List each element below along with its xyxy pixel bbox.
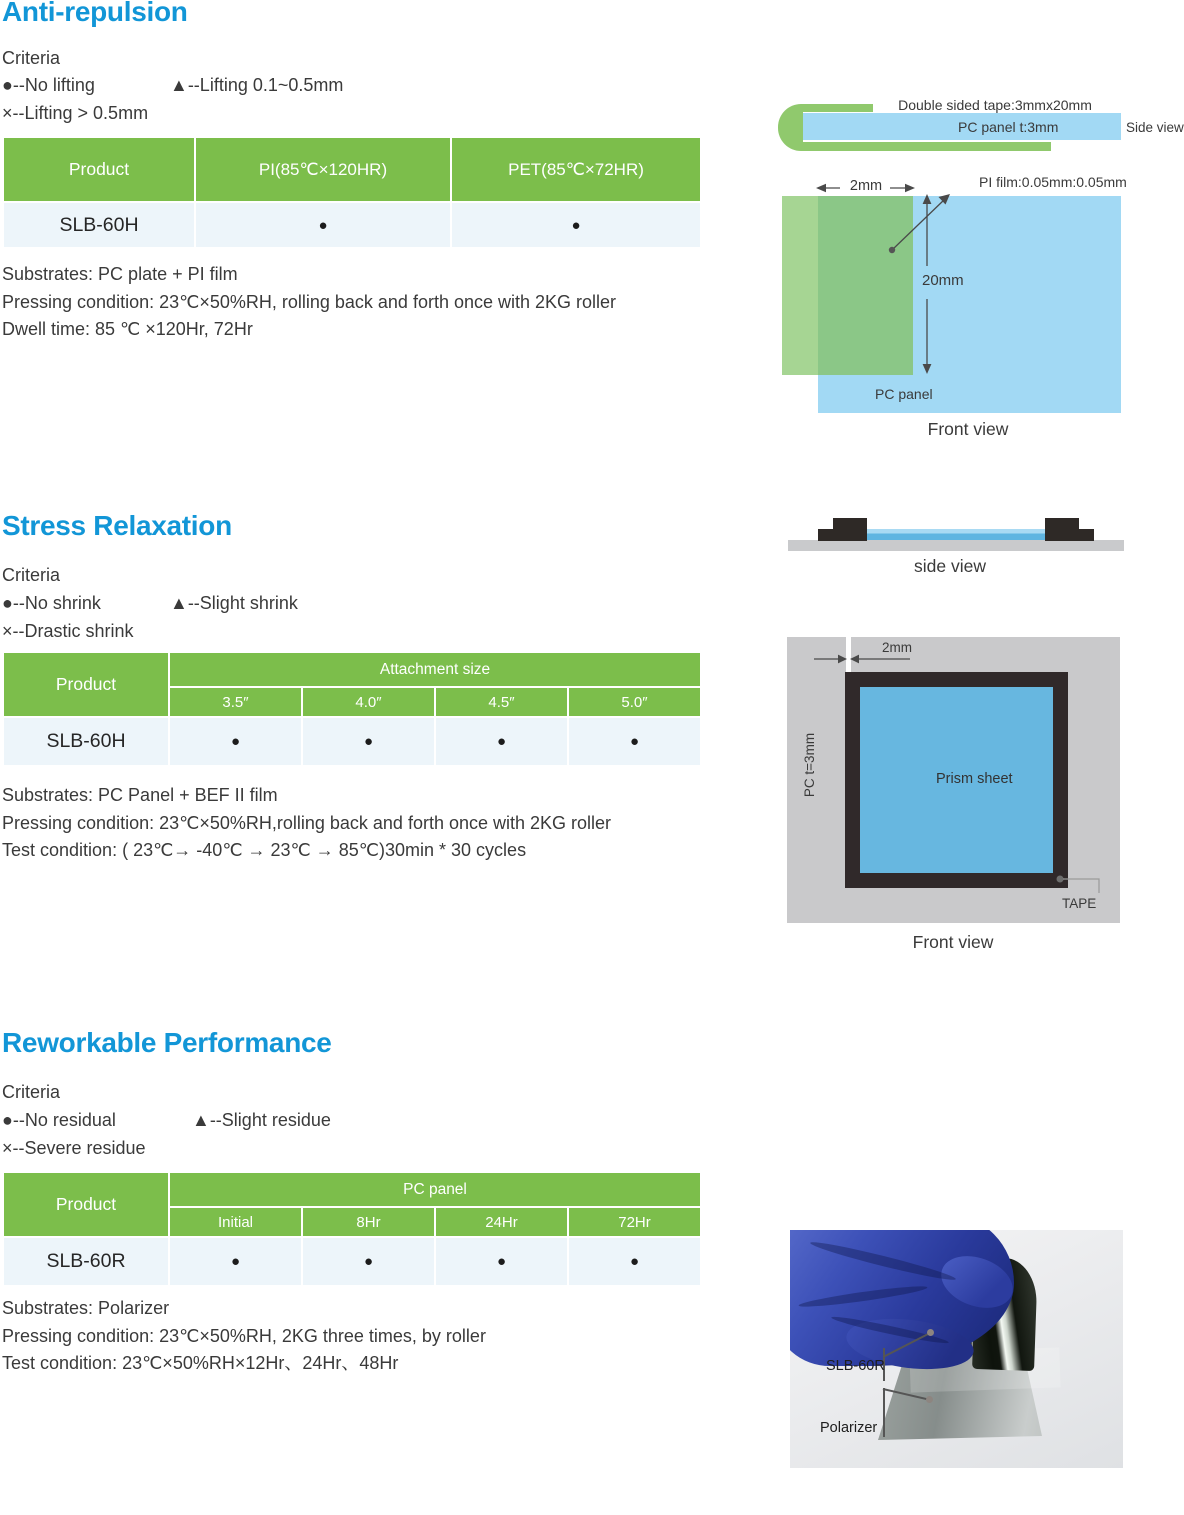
criteria-item-triangle: ▲--Lifting 0.1~0.5mm: [170, 75, 344, 95]
tape-dimension-label: Double sided tape:3mmx20mm: [898, 97, 1092, 113]
film-strip-label: SLB-60R: [826, 1358, 885, 1374]
note-substrates: Substrates: PC Panel + BEF II film: [2, 785, 278, 805]
criteria-item-dot: ●--No residual: [2, 1110, 116, 1130]
reworkability-photo: [790, 1230, 1123, 1468]
note-pressing: Pressing condition: 23℃×50%RH, rolling back and forth once with 2KG roller: [2, 291, 617, 312]
front-view-caption: Front view: [912, 932, 994, 952]
prism-sheet-label: Prism sheet: [936, 771, 1013, 787]
section-title-anti-repulsion: Anti-repulsion: [2, 0, 188, 27]
note-pressing: Pressing condition: 23℃×50%RH,rolling back and forth once with 2KG roller: [2, 812, 612, 833]
criteria-item-cross: ×--Lifting > 0.5mm: [2, 103, 149, 123]
column-group-attachment-size: Attachment size: [170, 653, 700, 686]
anti-repulsion-table: [4, 138, 700, 247]
pc-thickness-label: PC t=3mm: [801, 732, 817, 798]
criteria-label: Criteria: [2, 48, 61, 68]
column-header-pi: PI(85℃×120HR): [196, 138, 450, 201]
column-header-size: 3.5″: [170, 688, 301, 716]
table-cell-result: [303, 1238, 434, 1285]
result-dot: ●: [363, 733, 374, 750]
note-test: Test condition: 23℃×50%RH×12Hr、24Hr、48Hr: [2, 1353, 399, 1373]
criteria-item-cross: ×--Severe residue: [2, 1138, 146, 1158]
polarizer-label: Polarizer: [820, 1420, 878, 1436]
result-dot: ●: [230, 733, 241, 750]
criteria-item-triangle: ▲--Slight residue: [192, 1110, 331, 1130]
table-cell-result: [170, 1238, 301, 1285]
callout-dot: [926, 1396, 933, 1403]
result-dot: ●: [496, 733, 507, 750]
side-view-caption: side view: [914, 556, 986, 576]
column-header-time: 72Hr: [569, 1208, 700, 1236]
pi-film-overlap: [818, 196, 913, 375]
table-cell-result: [569, 718, 700, 765]
table-cell-result: [569, 1238, 700, 1285]
label-connector-line: [883, 1388, 885, 1437]
pi-film-label: PI film:0.05mm:0.05mm: [979, 174, 1127, 190]
reworkable-performance-table: [4, 1173, 700, 1285]
front-view-caption: Front view: [927, 419, 1009, 439]
column-header-product: Product: [4, 653, 168, 716]
clamp-right: [1045, 529, 1094, 541]
table-cell-result: [303, 718, 434, 765]
base-plate: [788, 540, 1124, 551]
clamp-left: [818, 529, 867, 541]
note-dwell: Dwell time: 85 ℃ ×120Hr, 72Hr: [2, 319, 253, 339]
result-dot: ●: [571, 216, 581, 234]
criteria-item-dot: ●--No shrink: [2, 593, 101, 613]
section-title-stress-relaxation: Stress Relaxation: [2, 510, 232, 541]
section-notes: [2, 1295, 486, 1378]
result-dot: ●: [230, 1253, 241, 1270]
table-cell-result: [196, 203, 450, 247]
column-group-pc-panel: PC panel: [170, 1173, 700, 1206]
column-header-time: 8Hr: [303, 1208, 434, 1236]
callout-dot: [927, 1329, 934, 1336]
table-cell-result: [452, 203, 700, 247]
note-pressing: Pressing condition: 23℃×50%RH, 2KG three times, by roller: [2, 1325, 486, 1346]
table-cell-product: SLB-60R: [4, 1238, 168, 1285]
result-dot: ●: [318, 216, 328, 234]
column-header-size: 5.0″: [569, 688, 700, 716]
clamp-left-top: [833, 518, 867, 529]
column-header-pet: PET(85℃×72HR): [452, 138, 700, 201]
note-test: Test condition: ( 23℃→ -40℃ → 23℃ → 85℃)30min * 30 cycles: [2, 840, 527, 860]
dim-2mm-label: 2mm: [849, 178, 883, 194]
pc-panel-side-label: PC panel t:3mm: [958, 119, 1059, 135]
column-header-product: Product: [4, 138, 194, 201]
criteria-label: Criteria: [2, 1082, 61, 1102]
table-cell-product: SLB-60H: [4, 718, 168, 765]
prism-sheet-side-bar: [849, 529, 1063, 540]
column-header-time: Initial: [170, 1208, 301, 1236]
column-header-product: Product: [4, 1173, 168, 1236]
tape-label: TAPE: [1062, 896, 1097, 911]
criteria-item-cross: ×--Drastic shrink: [2, 621, 134, 641]
section-notes: [2, 261, 616, 344]
table-cell-product: SLB-60H: [4, 203, 194, 247]
result-dot: ●: [363, 1253, 374, 1270]
column-header-size: 4.5″: [436, 688, 567, 716]
stress-relaxation-table: [4, 653, 700, 765]
section-notes: [2, 782, 611, 865]
side-view-caption: Side view: [1126, 120, 1184, 135]
clamp-right-top: [1045, 518, 1079, 529]
criteria-item-dot: ●--No lifting: [2, 75, 95, 95]
dim-20mm-label: 20mm: [922, 272, 964, 289]
dim-2mm-label: 2mm: [882, 640, 912, 655]
pi-film-overhang: [782, 196, 818, 375]
result-dot: ●: [496, 1253, 507, 1270]
note-substrates: Substrates: Polarizer: [2, 1298, 170, 1318]
result-dot: ●: [629, 1253, 640, 1270]
table-cell-result: [436, 1238, 567, 1285]
tape-bottom-arm: [865, 142, 1051, 151]
column-header-size: 4.0″: [303, 688, 434, 716]
table-cell-result: [170, 718, 301, 765]
table-cell-result: [436, 718, 567, 765]
section-title-reworkable-performance: Reworkable Performance: [2, 1027, 332, 1058]
note-substrates: Substrates: PC plate + PI film: [2, 264, 238, 284]
criteria-label: Criteria: [2, 565, 61, 585]
column-header-time: 24Hr: [436, 1208, 567, 1236]
gap-stripe: [846, 637, 851, 672]
criteria-item-triangle: ▲--Slight shrink: [170, 593, 298, 613]
result-dot: ●: [629, 733, 640, 750]
pc-panel-front-label: PC panel: [875, 386, 933, 402]
